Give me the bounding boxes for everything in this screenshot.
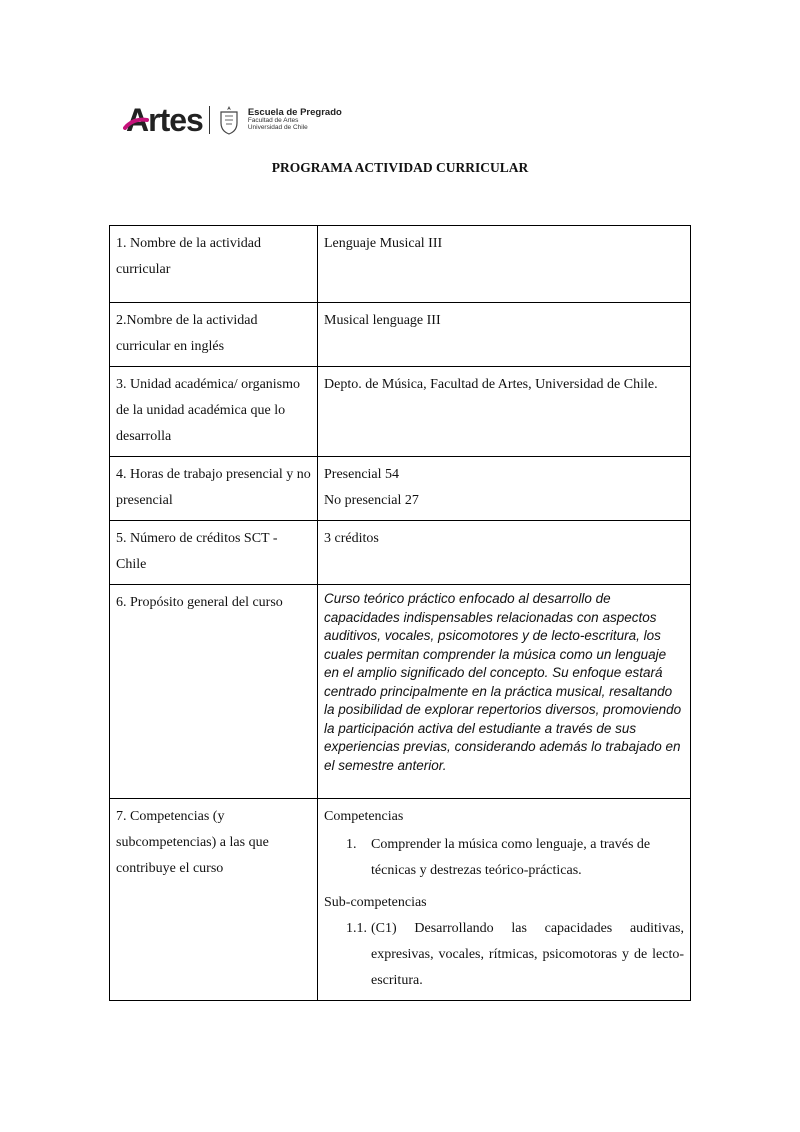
table-row (110, 226, 691, 303)
logo-divider (209, 106, 210, 134)
row-label: 3. Unidad académica/ organismo de la unidad académica que lo desarrolla (110, 367, 318, 457)
row-label: 1. Nombre de la actividad curricular (110, 226, 318, 303)
competency-item (324, 832, 684, 884)
artes-logo-accent-icon (123, 116, 149, 130)
table-row (110, 521, 691, 585)
row-value: 3 créditos (318, 521, 691, 585)
logo-school-name: Escuela de Pregrado (247, 107, 342, 119)
subcompetency-item (324, 916, 684, 994)
row-value: Lenguaje Musical III (318, 226, 691, 303)
artes-logo-text: Artes (126, 101, 203, 138)
subcompetencies-heading: Sub-competencias (324, 895, 427, 910)
competencies-heading: Competencias (324, 809, 404, 824)
row-label: 4. Horas de trabajo presencial y no presencial (110, 457, 318, 521)
table-row (110, 457, 691, 521)
hours-presencial: Presencial 54 (324, 467, 400, 482)
row-value (318, 457, 691, 521)
table-row (110, 585, 691, 799)
table-row (110, 367, 691, 457)
university-seal-icon (218, 105, 240, 135)
row-value (318, 799, 691, 1001)
row-label: 5. Número de créditos SCT - Chile (110, 521, 318, 585)
hours-no-presencial: No presencial 27 (324, 493, 419, 508)
row-label: 7. Competencias (y subcompetencias) a las que contribuye el curso (110, 799, 318, 1001)
subcompetency-number: 1.1. (346, 921, 367, 936)
header-logo (126, 100, 342, 140)
row-value: Musical lenguage III (318, 303, 691, 367)
page-title: PROGRAMA ACTIVIDAD CURRICULAR (271, 160, 529, 175)
logo-university-name: Universidad de Chile (247, 123, 308, 131)
program-table (109, 225, 691, 1001)
row-label: 2.Nombre de la actividad curricular en inglés (110, 303, 318, 367)
table-row (110, 303, 691, 367)
artes-logo (126, 102, 203, 139)
logo-faculty-name: Facultad de Artes (247, 117, 299, 125)
row-value (318, 585, 691, 799)
table-row (110, 799, 691, 1001)
row-label: 6. Propósito general del curso (110, 585, 318, 799)
purpose-text: Curso teórico práctico enfocado al desarrollo de capacidades indispensables relacionadas con aspectos auditivos, vocales, psicomotores y de lecto-escritura, los cuales permitan comprender la música como un lenguaje en el amplio significado del concepto. Su enfoque estará centrado principalmente en la práctica musical, resaltando la posibilidad de explorar repertorios diversos, promoviendo la participación activa del estudiante a través de sus experiencias previas, considerando además lo trabajado en el semestre anterior. (324, 591, 682, 773)
competency-text: Comprender la música como lenguaje, a través de técnicas y destrezas teórico-prácticas. (371, 837, 651, 878)
competency-number: 1. (346, 837, 357, 852)
subcompetency-text: (C1) Desarrollando las capacidades auditivas, expresivas, vocales, rítmicas, psicomotoras y de lecto-escritura. (371, 921, 684, 988)
row-value: Depto. de Música, Facultad de Artes, Universidad de Chile. (318, 367, 691, 457)
logo-text-block (248, 108, 342, 132)
